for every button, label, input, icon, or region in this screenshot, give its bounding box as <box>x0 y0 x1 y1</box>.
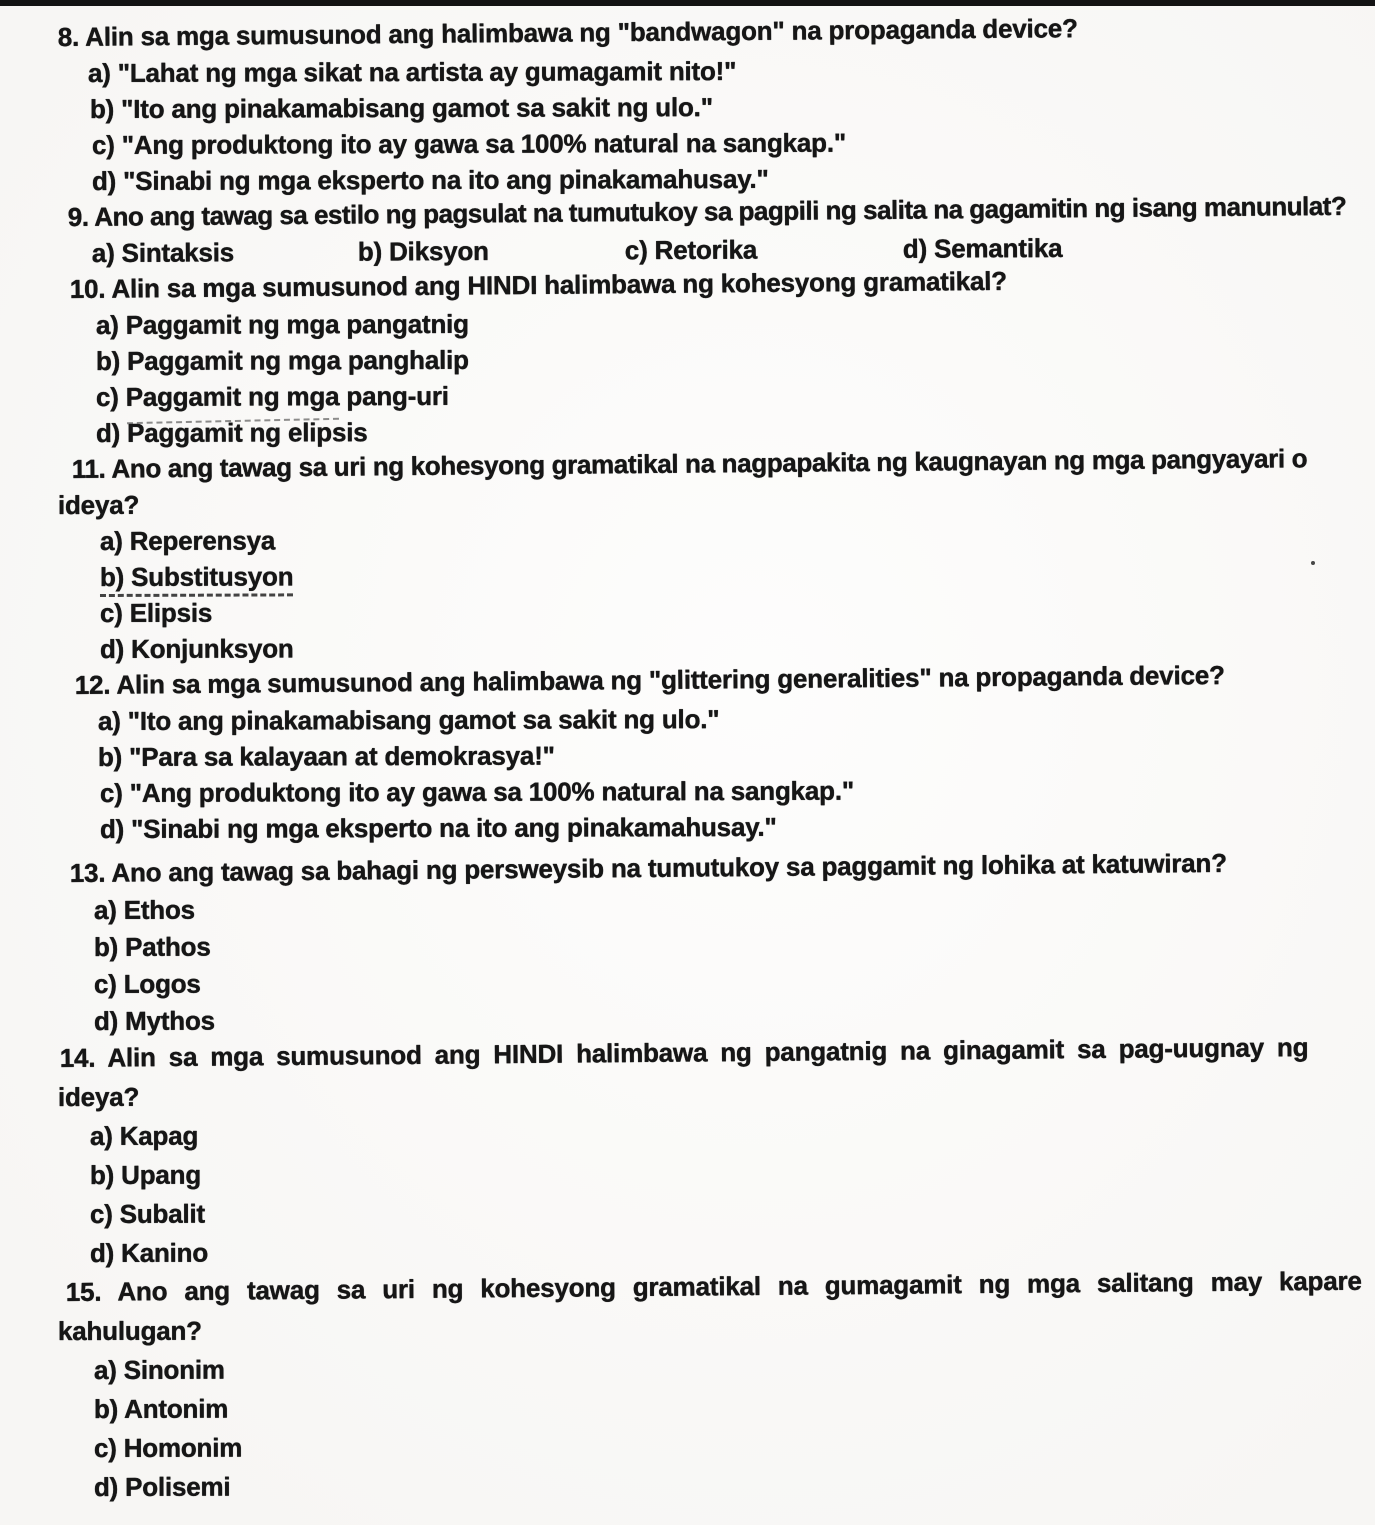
option-text: Pathos <box>125 931 211 962</box>
question-13-text <box>70 847 1375 895</box>
option-letter: a) <box>97 705 121 736</box>
question-10-option-c <box>96 378 1375 418</box>
option-letter: c) <box>91 129 115 161</box>
option-letter: d) <box>93 1005 119 1036</box>
option-letter: b) <box>97 741 123 772</box>
option-letter: d) <box>902 233 928 264</box>
question-text: Alin sa mga sumusunod ang halimbawa ng "bandwagon" na propaganda device? <box>85 13 1078 52</box>
option-text: "Ang produktong ito ay gawa sa 100% natural na sangkap." <box>121 127 847 160</box>
option-text: Upang <box>121 1159 202 1190</box>
option-letter: b) <box>89 1159 115 1190</box>
question-9-option-b <box>358 235 625 267</box>
question-11-text-line2 <box>58 488 1375 526</box>
question-9 <box>0 190 1375 274</box>
option-text: "Lahat ng mga sikat na artista ay gumagamit nito!" <box>117 55 737 88</box>
question-8-text <box>58 11 1375 58</box>
question-text: Alin sa mga sumusunod ang halimbawa ng "glittering generalities" na propaganda device? <box>116 659 1225 700</box>
option-letter: a) <box>99 525 123 556</box>
option-letter: b) <box>93 1393 119 1424</box>
question-14-option-a <box>90 1117 1375 1160</box>
question-9-option-d <box>903 233 1063 265</box>
option-letter: d) <box>99 633 125 664</box>
option-text: "Para sa kalayaan at demokrasya!" <box>129 740 555 772</box>
question-11-option-a <box>100 522 1375 562</box>
question-number: 11. <box>71 453 106 485</box>
question-15-option-a <box>94 1351 1375 1394</box>
option-text: Paggamit ng mga pang-uri <box>125 380 449 412</box>
option-text: Ethos <box>123 894 195 925</box>
option-letter: b) <box>99 561 125 592</box>
option-text: Elipsis <box>129 597 213 628</box>
question-8 <box>0 13 1375 202</box>
question-14 <box>0 1032 1375 1277</box>
question-13-option-b <box>94 928 1375 969</box>
option-letter: b) <box>357 236 383 267</box>
option-text: "Sinabi ng mga eksperto na ito ang pinakamahusay." <box>131 811 777 844</box>
question-12 <box>0 659 1375 850</box>
question-text: Ano ang tawag sa estilo ng pagsulat na tumutukoy sa pagpili ng salita na gagamitin ng isang manunulat? <box>94 190 1347 232</box>
option-letter: b) <box>95 345 121 377</box>
question-14-text-line2 <box>58 1080 1375 1121</box>
option-text: "Ito ang pinakamabisang gamot sa sakit ng ulo." <box>127 704 720 736</box>
option-text: Mythos <box>125 1005 215 1036</box>
option-text: Kanino <box>121 1237 209 1268</box>
question-15-option-c <box>94 1429 1375 1472</box>
option-letter: c) <box>99 597 123 628</box>
question-11-option-b <box>100 558 1375 598</box>
option-letter: d) <box>93 1471 119 1502</box>
question-9-option-c <box>625 234 903 266</box>
option-text: Paggamit ng elipsis <box>127 417 368 448</box>
option-letter: a) <box>89 1120 113 1151</box>
question-text: Alin sa mga sumusunod ang HINDI halimbawa ng pangatnig na ginagamit sa pag-uugnay ng <box>107 1032 1309 1073</box>
question-12-option-c <box>100 774 1375 814</box>
question-12-option-a <box>98 702 1375 742</box>
question-12-option-b <box>98 738 1375 778</box>
question-number: 9. <box>67 201 89 233</box>
question-number: 13. <box>69 857 106 889</box>
question-10 <box>0 265 1375 454</box>
option-letter: a) <box>93 894 117 926</box>
option-letter: c) <box>99 777 123 808</box>
question-text: Ano ang tawag sa bahagi ng persweysib na tumutukoy sa paggamit ng lohika at katuwiran? <box>111 847 1227 888</box>
option-letter: a) <box>93 1354 117 1385</box>
option-letter: d) <box>89 1237 115 1268</box>
question-10-option-b <box>96 342 1375 382</box>
option-text: Sintaksis <box>121 237 235 268</box>
question-number: 10. <box>69 273 106 305</box>
question-14-option-b <box>90 1156 1375 1199</box>
option-text: Konjunksyon <box>131 633 294 664</box>
option-letter: a) <box>91 237 115 269</box>
question-15-text-line2 <box>58 1314 1375 1355</box>
option-text: Logos <box>123 968 201 999</box>
question-13 <box>0 847 1375 1043</box>
option-letter: d) <box>91 165 117 197</box>
question-text: kahulugan? <box>57 1315 202 1346</box>
question-11 <box>0 443 1375 670</box>
option-text: Diksyon <box>388 235 489 267</box>
question-text: ideya? <box>57 489 140 520</box>
question-number: 12. <box>74 669 111 701</box>
question-8-option-c <box>92 126 1375 166</box>
question-number: 15. <box>65 1276 102 1308</box>
option-letter: c) <box>93 1432 117 1463</box>
option-text: Semantika <box>933 232 1063 264</box>
question-14-option-c <box>90 1195 1375 1238</box>
option-text: Polisemi <box>125 1471 231 1502</box>
question-15-option-d <box>94 1468 1375 1511</box>
question-15 <box>0 1265 1375 1511</box>
option-text: Paggamit ng mga pangatnig <box>125 308 469 340</box>
question-12-option-d <box>100 810 1375 850</box>
question-15-option-b <box>94 1390 1375 1433</box>
option-letter: b) <box>89 93 115 125</box>
question-8-option-b <box>90 90 1375 130</box>
question-text: Ano ang tawag sa uri ng kohesyong gramatikal na gumagamit ng mga salitang may kapare <box>117 1265 1362 1307</box>
underlined-option <box>100 561 294 597</box>
option-text: Sinonim <box>123 1354 225 1385</box>
option-letter: c) <box>95 381 119 413</box>
option-text: "Ang produktong ito ay gawa sa 100% natural na sangkap." <box>129 775 855 808</box>
scan-artifact-speck <box>1311 561 1315 565</box>
option-text: Homonim <box>123 1432 243 1463</box>
option-letter: c) <box>89 1198 113 1229</box>
question-text: ideya? <box>57 1081 140 1112</box>
question-number: 8. <box>57 21 80 53</box>
option-text: "Ito ang pinakamabisang gamot sa sakit ng ulo." <box>121 92 713 124</box>
option-text: Retorika <box>654 234 758 266</box>
option-text: Subalit <box>119 1198 206 1229</box>
question-9-option-a <box>92 237 358 269</box>
option-letter: c) <box>624 235 648 266</box>
question-text: Alin sa mga sumusunod ang HINDI halimbawa ng kohesyong gramatikal? <box>111 265 1008 304</box>
option-letter: d) <box>99 813 125 844</box>
question-11-option-c <box>100 594 1375 634</box>
question-10-option-a <box>96 306 1375 346</box>
option-letter: a) <box>87 57 111 89</box>
option-text: Kapag <box>119 1120 199 1151</box>
option-text: Paggamit ng mga panghalip <box>127 344 469 376</box>
question-text: Ano ang tawag sa uri ng kohesyong gramatikal na nagpapakita ng kaugnayan ng mga pangyayari o <box>111 443 1308 484</box>
option-letter: d) <box>95 417 121 449</box>
option-text: "Sinabi ng mga eksperto na ito ang pinakamahusay." <box>123 163 769 196</box>
option-text: Substitusyon <box>131 561 294 592</box>
question-13-option-a <box>94 891 1375 932</box>
option-text: Antonim <box>124 1393 229 1424</box>
question-8-option-a <box>88 54 1375 94</box>
question-number: 14. <box>59 1042 96 1074</box>
option-letter: a) <box>95 309 119 341</box>
option-letter: b) <box>93 931 119 963</box>
question-13-option-c <box>94 965 1375 1006</box>
option-letter: c) <box>93 968 117 999</box>
option-text: Reperensya <box>129 525 276 556</box>
